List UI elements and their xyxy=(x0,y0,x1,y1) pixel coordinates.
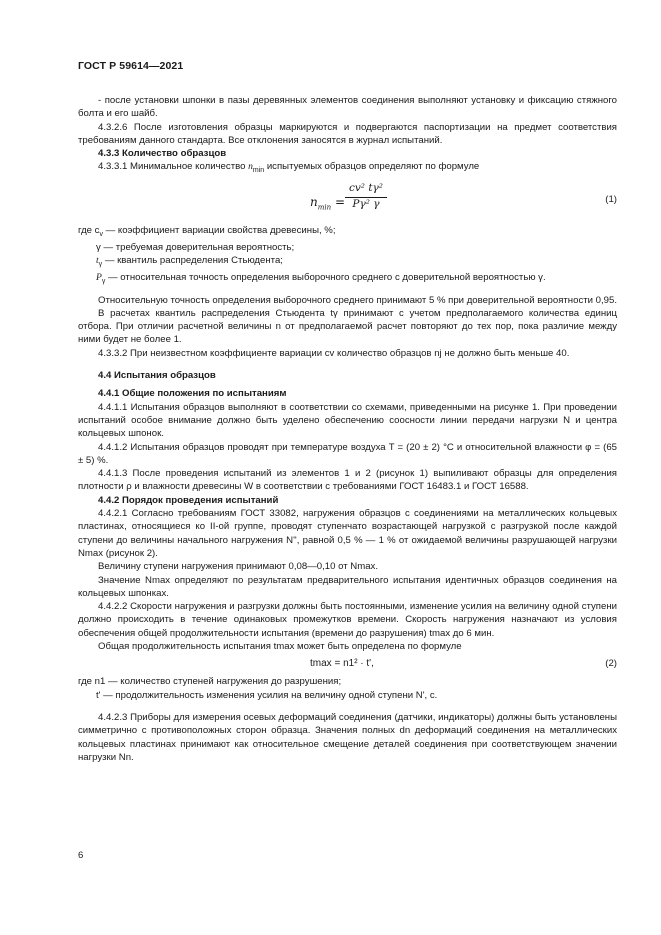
page-number: 6 xyxy=(78,850,84,861)
heading-4-4-2: 4.4.2 Порядок проведения испытаний xyxy=(98,494,279,506)
heading-4-4-1: 4.4.1 Общие положения по испытаниям xyxy=(98,388,287,400)
paragraph-precision: Относительную точность определения выборочного среднего принимают 5 % при доверительной вероятности 0,95. xyxy=(98,294,617,306)
equation-number-2: (2) xyxy=(605,658,617,670)
where-t: $t_\gamma$ — квантиль распределения Стьюдента; xyxy=(96,255,283,269)
paragraph-nmax-value: Значение Nmax определяют по результатам предварительного испытания идентичных образцов соединения на кольцевых шпонках. xyxy=(78,574,617,599)
formula-2 xyxy=(78,653,617,675)
paragraph-4-4-2-3: 4.4.2.3 Приборы для измерения осевых деформаций соединения (датчики, индикаторы) должны быть установлены симметрично с противоположных сторон образца. Значения полных dn деформаций соединения на металлических кольцевых пластинах принимают как относительное смещение деталей соединения при соответствующем значении нагрузки Nn. xyxy=(78,711,617,763)
formula-2-expression: tmax = n1² · t', xyxy=(310,658,374,670)
heading-4-3-3: 4.3.3 Количество образцов xyxy=(98,148,227,160)
formula-1-denominator: Pγ² γ xyxy=(352,197,380,210)
paragraph-4-4-1-1: 4.4.1.1 Испытания образцов выполняют в соответствии со схемами, приведенными на рисунке 1. При проведении испытаний особое внимание должно быть уделено обеспечению соосности линии передачи нагрузки N и центра кольцевых шпонок. xyxy=(78,401,617,440)
formula-1-numerator: cv² tγ² xyxy=(348,181,384,194)
where-cv: где $c_v$ — коэффициент вариации свойства древесины, %; xyxy=(78,224,336,238)
paragraph-4-3-2-6: 4.3.2.6 После изготовления образцы маркируются и подвергаются паспортизации на предмет соответствия требованиям данного стандарта. Все отклонения заносятся в журнал испытаний. xyxy=(78,121,617,146)
paragraph-load-step: Величину ступени нагружения принимают 0,08—0,10 от Nmax. xyxy=(98,561,379,573)
paragraph-student-quantile: В расчетах квантиль распределения Стьюдента tγ принимают с учетом предполагаемого количества единиц отбора. При отличии расчетной величины n от предполагаемой расчет повторяют до тех пор, пока различие между ними будет не более 1. xyxy=(78,307,617,346)
document-body xyxy=(78,94,617,764)
paragraph-4-4-1-3: 4.4.1.3 После проведения испытаний из элементов 1 и 2 (рисунок 1) выпиливают образцы для определения плотности ρ и влажности древесины W в соответствии с требованиями ГОСТ 16483.1 и ГОСТ 16588. xyxy=(78,468,617,493)
paragraph-4-3-3-1: 4.3.3.1 Минимальное количество $n_{min}$ испытуемых образцов определяют по формуле xyxy=(98,161,480,175)
paragraph-4-4-1-2: 4.4.1.2 Испытания образцов проводят при температуре воздуха T = (20 ± 2) °С и относительной влажности φ = (65 ± 5) %. xyxy=(78,441,617,466)
formula-1: $n_{min}$ = cv² tγ² Pγ² γ (1) xyxy=(310,181,617,212)
where-t-prime: t' — продолжительность изменения усилия на величину одной ступени N', с. xyxy=(96,689,438,701)
paragraph-bolt-install: - после установки шпонки в пазы деревянных элементов соединения выполняют установку и фиксацию стяжного болта и его шайб. xyxy=(78,95,617,120)
paragraph-total-duration: Общая продолжительность испытания tmax может быть определена по формуле xyxy=(98,641,462,653)
paragraph-4-3-3-2: 4.3.3.2 При неизвестном коэффициенте вариации cv количество образцов nj не должно быть меньше 40. xyxy=(98,347,570,359)
heading-4-4: 4.4 Испытания образцов xyxy=(98,370,216,382)
paragraph-4-4-2-2: 4.4.2.2 Скорости нагружения и разгрузки должны быть постоянными, изменение усилия на величину одной ступени должно происходить в течение одинаковых промежутков времени. Скорость нагружения назначают из условия обеспечения общей продолжительности испытания (времени до разрушения) tmax до 6 мин. xyxy=(78,601,617,639)
where-gamma: γ — требуемая доверительная вероятность; xyxy=(96,241,295,253)
paragraph-4-4-2-1: 4.4.2.1 Согласно требованиям ГОСТ 33082, нагружения образцов с соединениями на металлических кольцевых пластинах, относящиеся ко II-ой группе, проводят ступенчато возрастающей нагрузкой с разгрузкой после каждой ступени до величины начального нагружения N'', равной 0,5 % — 1 % от ожидаемой величины разрушающей нагрузки Nmax (рисунок 2). xyxy=(78,508,617,559)
standard-header: ГОСТ Р 59614—2021 xyxy=(78,60,184,72)
where-n1: где n1 — количество ступеней нагружения до разрушения; xyxy=(78,676,342,688)
equation-number-1: (1) xyxy=(605,193,617,205)
where-p: $P_\gamma$ — относительная точность определения выборочного среднего с доверительной вероятностью γ. xyxy=(96,272,546,286)
